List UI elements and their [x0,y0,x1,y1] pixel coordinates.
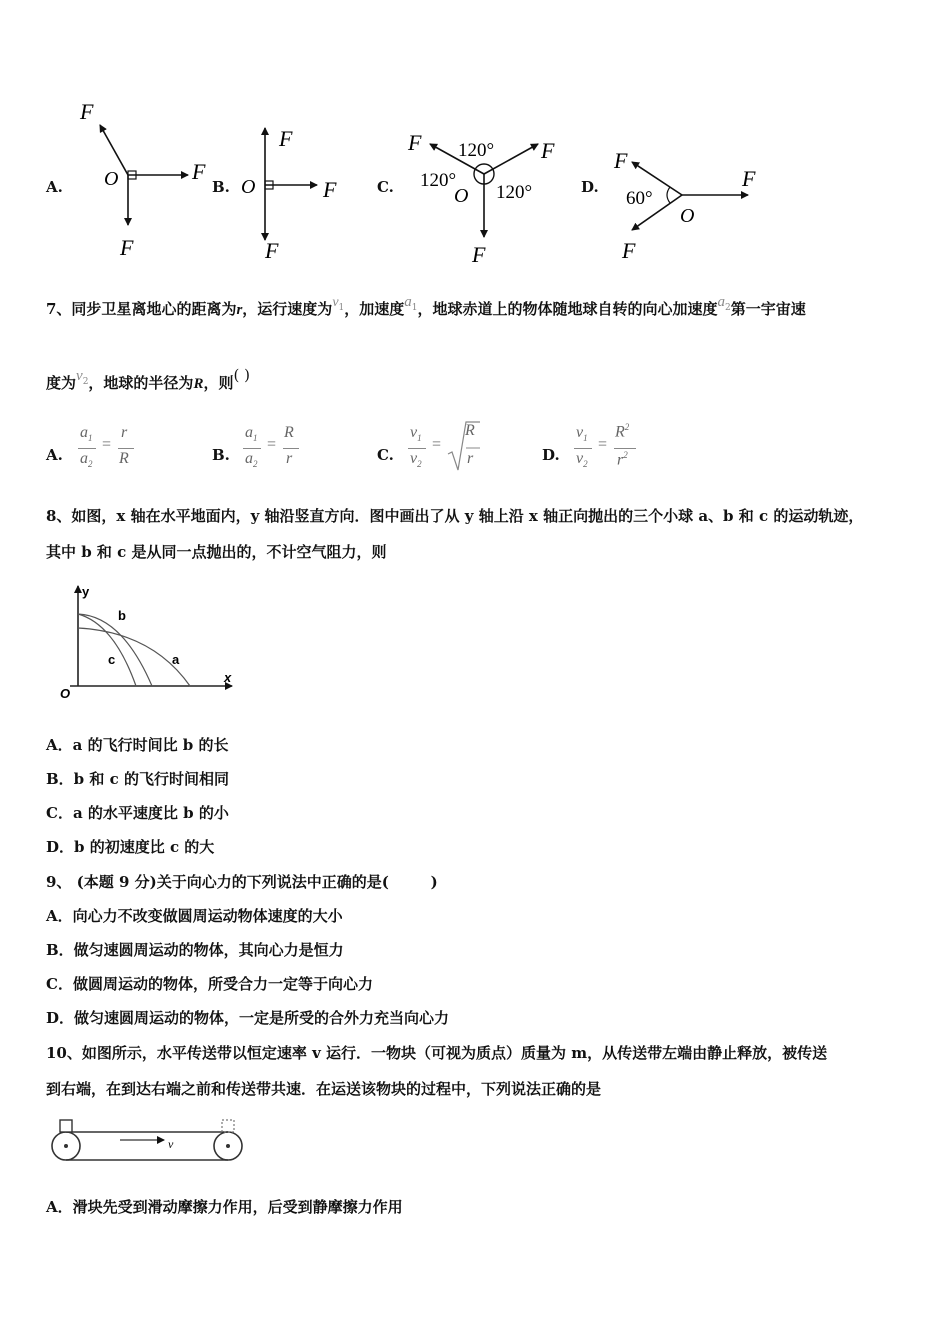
q7-option-d-formula: $v_1$ $v_2$ = $R^2$ $r^2$ [572,420,652,474]
q6-option-d-figure [610,140,780,270]
trajectory-c [78,614,136,686]
q10-option-a: A．滑块先受到滑动摩擦力作用，后受到静摩擦力作用 [46,1198,403,1216]
q7-option-b-label: B. [212,446,230,464]
force-label-f: F [541,138,555,163]
ball-label-b: b [118,608,126,623]
force-label-f: F [265,238,279,263]
q7-option-a-label: A. [46,446,63,464]
q6-option-a-label: A. [46,178,63,196]
q9-option-d: D．做匀速圆周运动的物体，一定是所受的合外力充当向心力 [46,1009,450,1027]
force-label-f: F [279,126,293,151]
answer-paren: ( ) [233,366,250,384]
q6-option-b-figure [235,120,355,265]
q7-option-d-label: D. [542,446,560,464]
q8-option-d: D．b 的初速度比 c 的大 [46,838,215,856]
force-label-f: F [614,148,628,173]
force-label-f: F [80,99,94,124]
q8-option-b: B．b 和 c 的飞行时间相同 [46,770,229,788]
origin-label-o: O [104,168,119,190]
q7-option-c-formula: $v_1$ $v_2$ = R r [406,420,486,474]
trajectory-b [78,614,152,686]
force-label-f: F [622,238,636,263]
q9-option-b: B．做匀速圆周运动的物体，其向心力是恒力 [46,941,344,959]
force-label-f: F [323,177,337,202]
origin-label: O [60,686,71,701]
y-axis-label: y [82,584,90,599]
velocity-label: v [168,1137,174,1151]
ball-label-c: c [108,652,116,667]
block-left [60,1120,72,1132]
q6-option-a-figure [70,95,210,265]
q8-option-a: A．a 的飞行时间比 b 的长 [46,736,229,754]
q10-stem-line1: 10、如图所示，水平传送带以恒定速率 v 运行．一物块（可视为质点）质量为 m，从传送带左端由静止释放，被传送 [46,1044,828,1062]
force-label-f: F [472,242,486,267]
origin-label-o: O [241,176,256,198]
sqrt-sign [446,420,482,472]
angle-label: 60° [626,188,653,209]
q6-option-d-label: D. [581,178,599,196]
q7-option-a-formula: $a_1$ $a_2$ = r R [76,424,146,474]
q10-conveyor-figure [48,1116,248,1172]
force-label-f: F [120,235,134,260]
block-right-dashed [222,1120,234,1132]
q8-trajectory-figure [52,580,242,702]
q6-option-b-label: B. [212,178,230,196]
q9-option-a: A．向心力不改变做圆周运动物体速度的大小 [46,907,343,925]
q7-option-c-label: C. [377,446,394,464]
q7-option-b-formula: $a_1$ $a_2$ = R r [241,424,311,474]
q6-option-c-figure [400,122,570,267]
angle-label: 120° [496,182,533,203]
q10-stem-line2: 到右端，在到达右端之前和传送带共速．在运送该物块的过程中，下列说法正确的是 [46,1080,602,1098]
q6-option-c-label: C. [377,178,394,196]
x-axis-label: x [224,670,232,685]
force-label-f: F [192,159,206,184]
q8-stem-line1: 8、如图，x 轴在水平地面内，y 轴沿竖直方向．图中画出了从 y 轴上沿 x 轴正向抛出的三个小球 a、b 和 c 的运动轨迹， [46,507,864,525]
force-label-f: F [408,130,422,155]
force-label-f: F [742,166,756,191]
q8-stem-line2: 其中 b 和 c 是从同一点抛出的，不计空气阻力，则 [46,543,387,561]
q9-option-c: C．做圆周运动的物体，所受合力一定等于向心力 [46,975,373,993]
origin-label-o: O [454,185,469,207]
q7-stem-line2: 度为$v_2$，地球的半径为R，则( ) [46,366,250,392]
angle-label: 120° [420,170,457,191]
ball-label-a: a [172,652,180,667]
origin-label-o: O [680,205,695,227]
angle-label: 120° [458,140,495,161]
q7-stem-line1: 7、同步卫星离地心的距离为r，运行速度为$v_1$，加速度$a_1$，地球赤道上的物体随地球自转的向心加速度$a_2$第一宇宙速 [46,294,806,318]
q8-option-c: C．a 的水平速度比 b 的小 [46,804,229,822]
q9-stem: 9、 (本题 9 分)关于向心力的下列说法中正确的是( ) [46,873,438,891]
angle-arc [667,187,670,203]
